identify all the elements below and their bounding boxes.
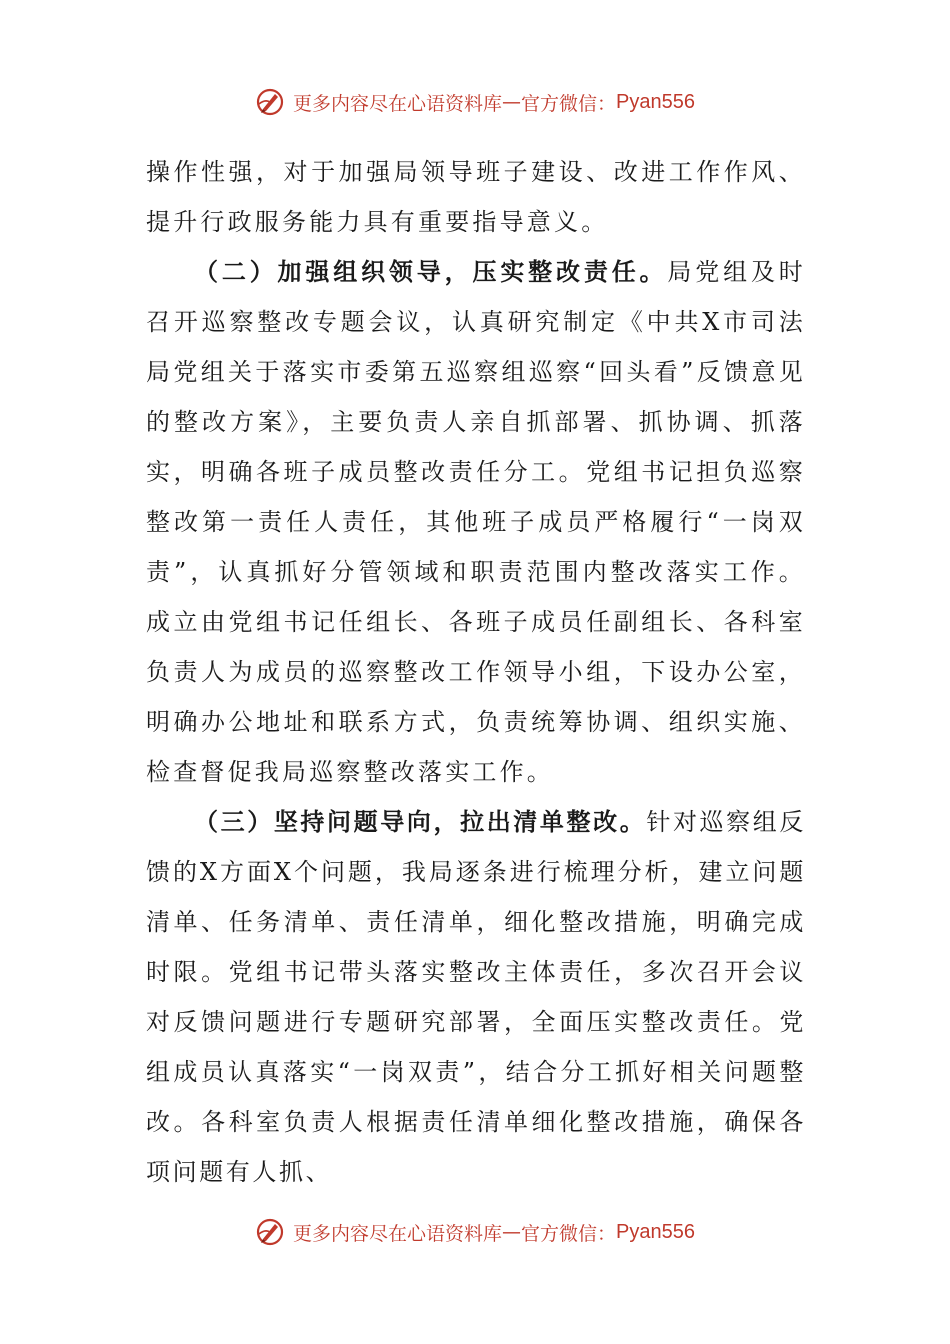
watermark-dash: — [502,1221,522,1243]
wechat-label: 官方微信： [521,1222,617,1245]
footer-watermark [0,1212,950,1252]
document-body [146,147,806,1197]
paragraph-3 [146,797,806,1197]
paragraph-3-text: 针对巡察组反馈的X方面X个问题，我局逐条进行梳理分析，建立问题清单、任务清单、责任清单，细化整改措施，明确完成时限。党组书记带头落实整改主体责任，多次召开会议对反馈问题进行专题研究部署，全面压实整改责任。党组成员认真落实“一岗双责”，结合分工抓好相关问题整改。各科室负责人根据责任清单细化整改措施，确保各项问题有人抓、 [146,808,806,1186]
wechat-handle: Pyan556 [616,90,695,113]
pen-logo-icon [255,87,285,117]
wechat-handle: Pyan556 [616,1220,695,1243]
paragraph-2-text: 局党组及时召开巡察整改专题会议，认真研究制定《中共X市司法局党组关于落实市委第五巡察组巡察“回头看”反馈意见的整改方案》，主要负责人亲自抓部署、抓协调、抓落实，明确各班子成员整改责任分工。党组书记担负巡察整改第一责任人责任，其他班子成员严格履行“一岗双责”，认真抓好分管领域和职责范围内整改落实工作。成立由党组书记任组长、各班子成员任副组长、各科室负责人为成员的巡察整改工作领导小组，下设办公室，明确办公地址和联系方式，负责统筹协调、组织实施、检查督促我局巡察整改落实工作。 [146,258,806,786]
paragraph-2 [146,247,806,797]
watermark-text: 更多内容尽在心语资料库 [293,92,503,115]
paragraph-2-heading: （二）加强组织领导，压实整改责任。 [194,258,668,286]
paragraph-1: 操作性强，对于加强局领导班子建设、改进工作作风、提升行政服务能力具有重要指导意义。 [146,158,806,236]
header-watermark [0,82,950,122]
watermark-dash: — [502,91,522,113]
pen-logo-icon [255,1217,285,1247]
paragraph-3-heading: （三）坚持问题导向，拉出清单整改。 [194,808,647,836]
wechat-label: 官方微信： [521,92,617,115]
watermark-text: 更多内容尽在心语资料库 [293,1222,503,1245]
